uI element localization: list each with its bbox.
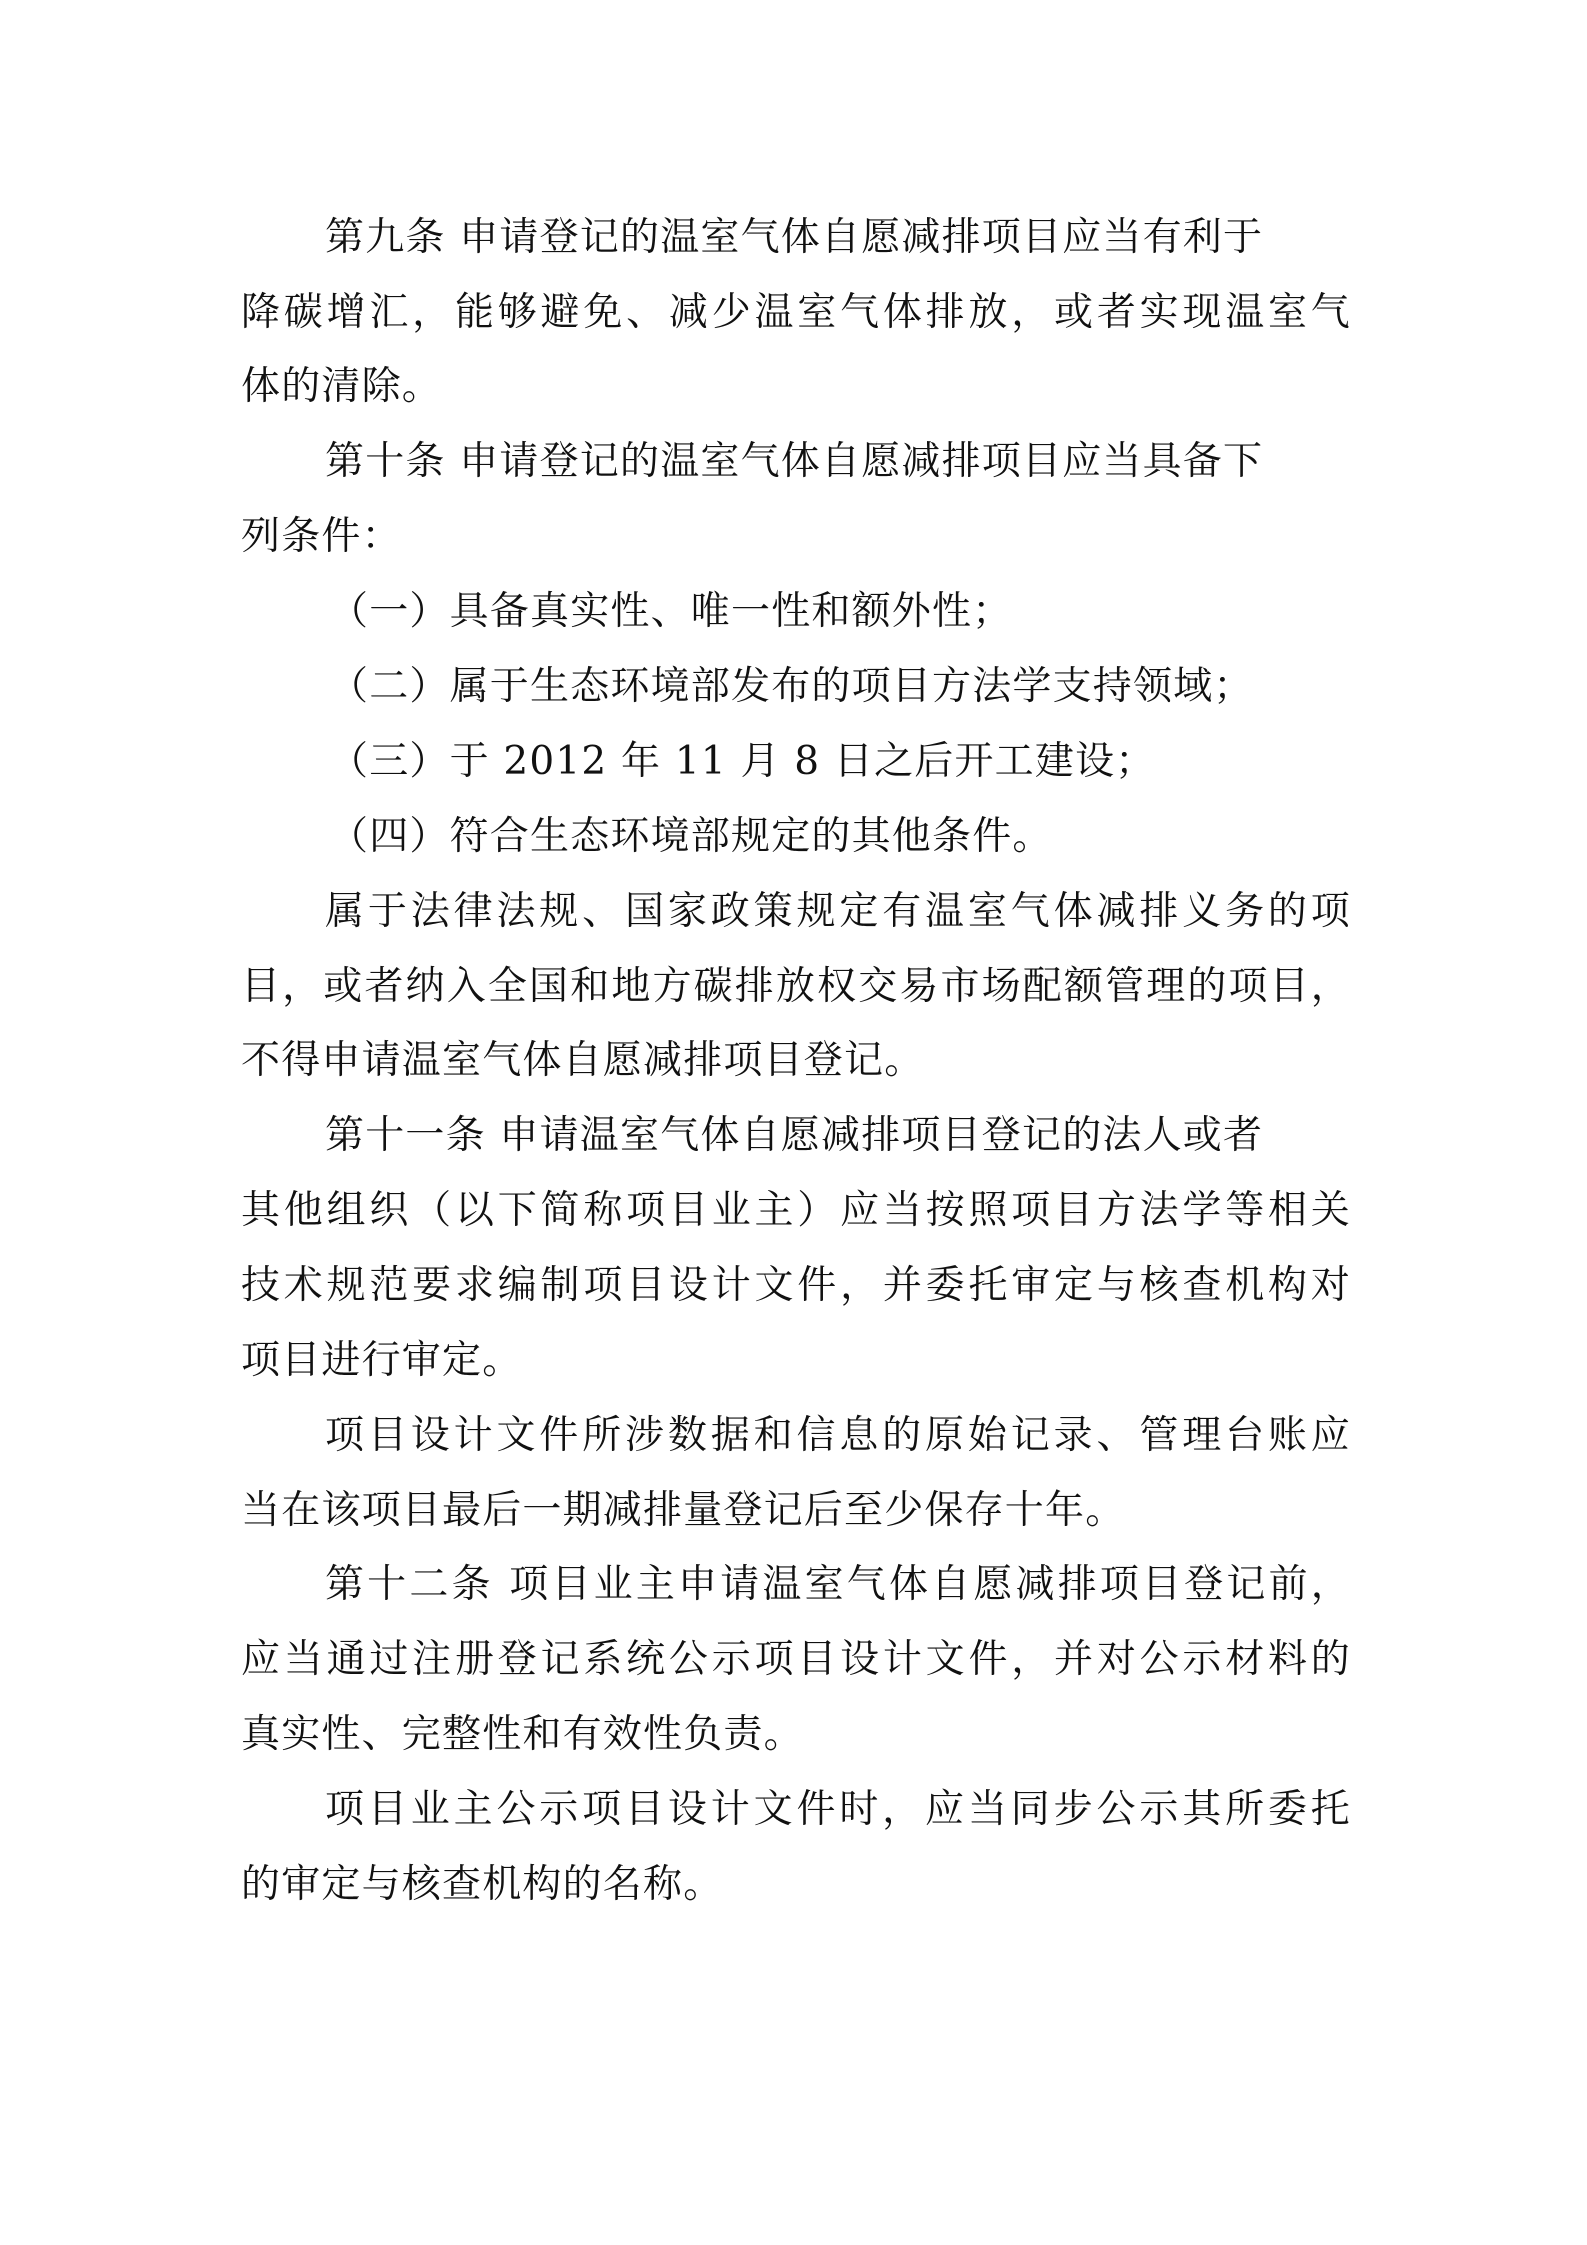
article-11-line-4: 项目进行审定。 bbox=[241, 1338, 523, 1383]
article-12-line-1: 第十二条 项目业主申请温室气体自愿减排项目登记前， bbox=[325, 1562, 1351, 1607]
condition-item-4: （四）符合生态环境部规定的其他条件。 bbox=[329, 814, 1053, 859]
exclusion-line-1: 属于法律法规、国家政策规定有温室气体减排义务的项 bbox=[325, 889, 1351, 934]
article-11-line-2: 其他组织（以下简称项目业主）应当按照项目方法学等相关 bbox=[241, 1188, 1351, 1233]
article-9-line-1: 第九条 申请登记的温室气体自愿减排项目应当有利于 bbox=[325, 215, 1264, 260]
records-line-2: 当在该项目最后一期减排量登记后至少保存十年。 bbox=[241, 1488, 1126, 1533]
article-11-line-1: 第十一条 申请温室气体自愿减排项目登记的法人或者 bbox=[325, 1113, 1264, 1158]
condition-item-1: （一）具备真实性、唯一性和额外性； bbox=[329, 589, 1013, 634]
disclosure-line-2: 的审定与核查机构的名称。 bbox=[241, 1862, 724, 1907]
records-line-1: 项目设计文件所涉数据和信息的原始记录、管理台账应 bbox=[325, 1413, 1351, 1458]
exclusion-line-2: 目，或者纳入全国和地方碳排放权交易市场配额管理的项目， bbox=[241, 964, 1351, 1009]
article-9-line-2: 降碳增汇，能够避免、减少温室气体排放，或者实现温室气 bbox=[241, 290, 1351, 335]
condition-item-2: （二）属于生态环境部发布的项目方法学支持领域； bbox=[329, 664, 1254, 709]
article-11-line-3: 技术规范要求编制项目设计文件，并委托审定与核查机构对 bbox=[241, 1263, 1351, 1308]
exclusion-line-3: 不得申请温室气体自愿减排项目登记。 bbox=[241, 1038, 925, 1083]
article-10-line-2: 列条件： bbox=[241, 514, 402, 559]
article-12-line-2: 应当通过注册登记系统公示项目设计文件，并对公示材料的 bbox=[241, 1637, 1351, 1682]
condition-item-3: （三）于 2012 年 11 月 8 日之后开工建设； bbox=[329, 739, 1156, 784]
disclosure-line-1: 项目业主公示项目设计文件时，应当同步公示其所委托 bbox=[325, 1787, 1351, 1832]
article-12-line-3: 真实性、完整性和有效性负责。 bbox=[241, 1712, 804, 1757]
article-9-line-3: 体的清除。 bbox=[241, 364, 443, 409]
article-10-line-1: 第十条 申请登记的温室气体自愿减排项目应当具备下 bbox=[325, 439, 1264, 484]
